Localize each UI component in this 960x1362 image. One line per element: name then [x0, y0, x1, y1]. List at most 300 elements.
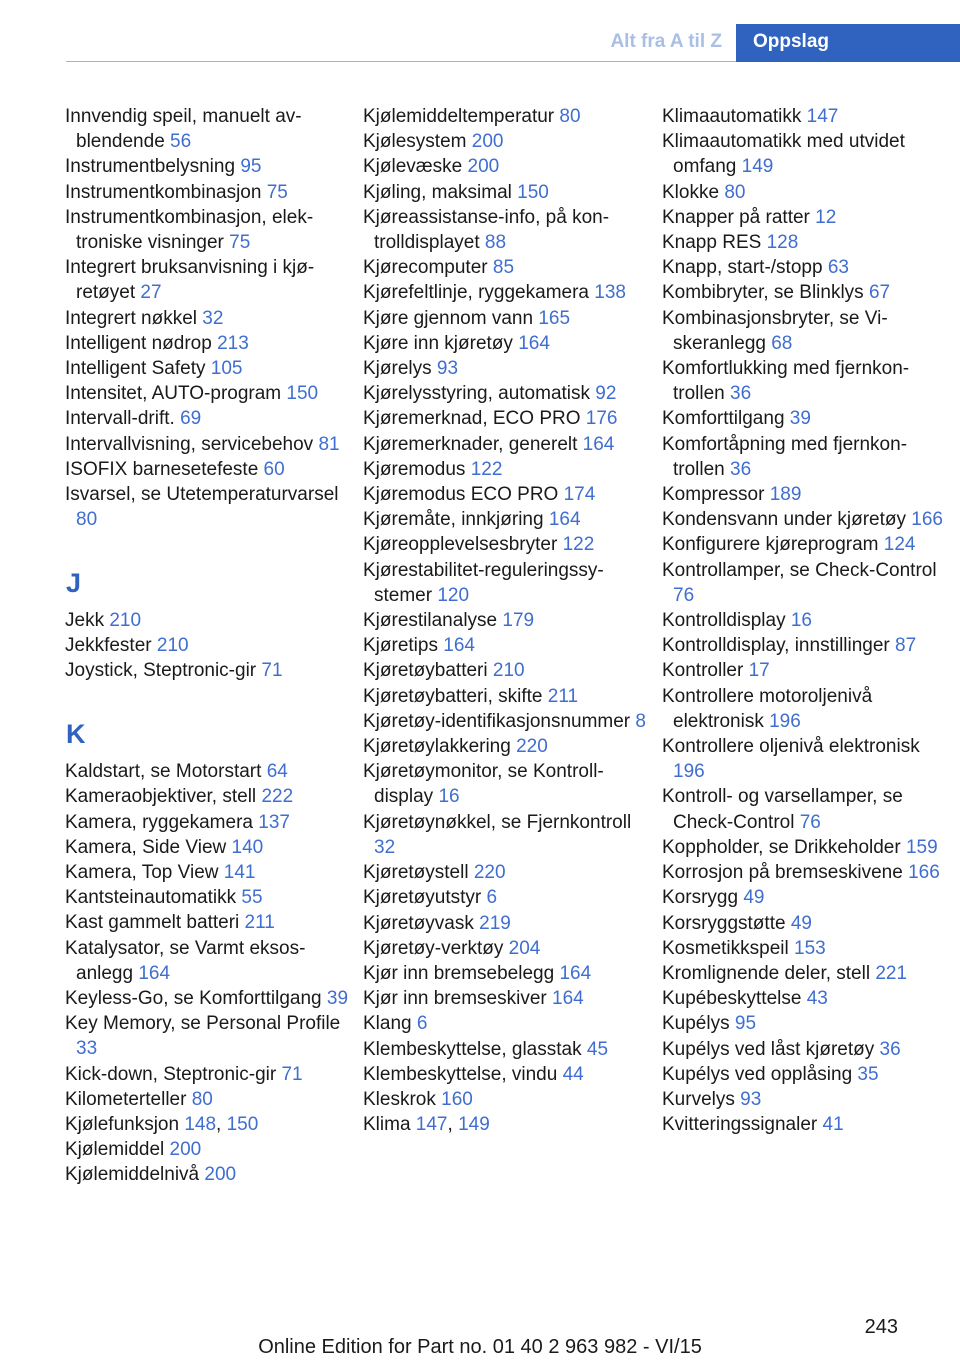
index-entry	[65, 1162, 355, 1187]
index-entry	[662, 835, 952, 860]
index-term: Kjøremerknader, generelt	[363, 433, 578, 455]
index-entry	[662, 558, 952, 608]
page-reference-link[interactable]: 80	[724, 181, 746, 203]
index-term: Klimaautomatikk med utvidet omfang	[662, 131, 905, 178]
page-reference-link[interactable]: 75	[229, 232, 251, 254]
page-reference-link[interactable]: 75	[266, 181, 288, 203]
page-reference-link[interactable]: 69	[180, 408, 202, 430]
index-term: Kjølemiddel	[65, 1139, 165, 1161]
index-entry	[65, 759, 355, 784]
index-entry	[363, 104, 653, 129]
index-entry	[662, 684, 952, 734]
index-entry	[65, 104, 355, 154]
index-entry	[363, 911, 653, 936]
index-entry	[662, 482, 952, 507]
page-reference-link[interactable]: 68	[771, 332, 793, 354]
index-entry	[363, 432, 653, 457]
page-reference-link[interactable]: 220	[516, 736, 548, 758]
page-reference-link[interactable]: 141	[223, 862, 256, 884]
index-term: Korrosjon på bremseskivene	[662, 862, 903, 884]
index-entry	[65, 860, 355, 885]
index-term: Klokke	[662, 181, 720, 203]
index-entry	[662, 280, 952, 305]
index-entry	[662, 633, 952, 658]
page-reference-link[interactable]: 147	[415, 1114, 448, 1136]
page-reference-link[interactable]: 71	[281, 1063, 303, 1085]
index-term: Kjøretøystell	[363, 862, 469, 884]
page-reference-link[interactable]: 164	[559, 962, 592, 984]
index-term: ISOFIX barnesetefeste	[65, 458, 259, 480]
index-term: Klimaautomatikk	[662, 106, 802, 127]
index-term: Kontrollamper, se Check-Control	[662, 559, 937, 581]
page-reference-link[interactable]: 81	[318, 433, 340, 455]
page-reference-link[interactable]: 63	[827, 257, 849, 279]
index-term: Kjøre inn kjøretøy	[363, 332, 513, 354]
page-reference-link[interactable]: 55	[241, 887, 263, 909]
page-reference-link[interactable]: 210	[156, 635, 189, 657]
index-term: Innvendig speil, manuelt avblendende	[65, 106, 302, 153]
index-entry	[363, 1037, 653, 1062]
page-reference-link[interactable]: 159	[905, 836, 938, 858]
page-reference-link[interactable]: 200	[169, 1139, 202, 1161]
page-reference-link[interactable]: 196	[673, 761, 705, 783]
index-term: Intensitet, AUTO-program	[65, 383, 282, 405]
index-entry	[363, 684, 653, 709]
index-term: Kjøremerknad, ECO PRO	[363, 408, 581, 430]
page-reference-link[interactable]: 196	[769, 710, 801, 732]
index-entry	[363, 280, 653, 305]
index-term: Koppholder, se Drikkeholder	[662, 836, 901, 858]
index-entry	[65, 810, 355, 835]
index-entry	[363, 381, 653, 406]
index-term: Instrumentkombinasjon	[65, 181, 262, 203]
page-reference-link[interactable]: 88	[484, 232, 507, 254]
index-entry	[363, 331, 653, 356]
index-entry	[363, 759, 653, 809]
index-entry	[363, 532, 653, 557]
page-header	[0, 24, 960, 62]
index-term: Kjøretøynøkkel, se Fjernkontroll	[363, 811, 632, 833]
page-reference-link[interactable]: 164	[518, 332, 550, 354]
page-reference-link[interactable]: 41	[822, 1114, 844, 1136]
index-term: Kjørelys	[363, 358, 432, 380]
page-reference-link[interactable]: 45	[586, 1038, 609, 1060]
index-term: Korsrygg	[662, 887, 739, 909]
index-entry	[363, 961, 653, 986]
page-reference-link[interactable]: 49	[743, 887, 765, 909]
index-entry	[363, 709, 653, 734]
index-entry	[65, 432, 355, 457]
index-term: Kamera, ryggekamera	[65, 811, 253, 833]
page-reference-link[interactable]: 120	[437, 584, 470, 606]
index-term: Komforttilgang	[662, 408, 785, 430]
index-term: Keyless-Go, se Komforttilgang	[65, 988, 322, 1010]
index-term: Kjøretøyvask	[363, 912, 474, 934]
page-reference-link[interactable]: 153	[794, 937, 826, 959]
index-entry	[363, 1011, 653, 1036]
index-entry	[65, 205, 355, 255]
page-reference-link[interactable]: 95	[240, 156, 262, 178]
page-reference-link[interactable]: 44	[562, 1063, 584, 1085]
index-term: Kamera, Side View	[65, 836, 227, 858]
index-term: Kjølevæske	[363, 156, 463, 178]
index-entry	[65, 406, 355, 431]
page-reference-link[interactable]: 56	[170, 131, 192, 153]
index-entry	[65, 381, 355, 406]
index-entry	[65, 1087, 355, 1112]
index-entry	[363, 507, 653, 532]
index-term: Kjøretøy-verktøy	[363, 937, 504, 959]
page-reference-link[interactable]: 165	[538, 307, 571, 329]
index-entry	[65, 885, 355, 910]
index-term: Kjølemiddeltemperatur	[363, 106, 555, 127]
index-term: Kromlignende deler, stell	[662, 962, 871, 984]
index-term: Kameraobjektiver, stell	[65, 786, 257, 808]
page-reference-link[interactable]: 33	[76, 1038, 98, 1060]
index-term: Kjøling, maksimal	[363, 181, 512, 203]
page-reference-link[interactable]: 137	[258, 811, 290, 833]
index-entry	[65, 180, 355, 205]
page-reference-link[interactable]: 164	[138, 962, 171, 984]
index-term: Kantsteinautomatikk	[65, 887, 237, 909]
index-term: Kast gammelt batteri	[65, 912, 240, 934]
index-term: Knapp, start-/stopp	[662, 257, 823, 279]
page-reference-link[interactable]: 174	[563, 484, 596, 506]
index-term: Intervallvisning, servicebehov	[65, 433, 314, 455]
index-entry	[363, 810, 653, 860]
index-term: Integrert bruksanvisning i kjøretøyet	[65, 257, 315, 304]
index-entry	[662, 608, 952, 633]
page-reference-link[interactable]: 76	[673, 584, 695, 606]
index-term: Kjøretøybatteri, skifte	[363, 685, 543, 707]
index-entry	[662, 658, 952, 683]
index-term: Klembeskyttelse, vindu	[363, 1063, 558, 1085]
index-entry	[662, 1062, 952, 1087]
index-term: Kupélys ved opplåsing	[662, 1063, 853, 1085]
index-entry	[65, 331, 355, 356]
page-reference-link[interactable]: 148	[184, 1114, 217, 1136]
index-term: Kjølemiddelnivå	[65, 1164, 200, 1186]
index-entry	[65, 658, 355, 683]
index-term: Kjølesystem	[363, 131, 467, 153]
index-entry	[662, 255, 952, 280]
index-term: Kombinasjonsbryter, se Viskeranlegg	[662, 307, 888, 354]
page-reference-link[interactable]: 93	[436, 358, 459, 380]
page-reference-link[interactable]: 179	[502, 610, 535, 632]
index-entry	[65, 482, 355, 532]
index-entry	[662, 230, 952, 255]
index-entry	[363, 860, 653, 885]
page-reference-link[interactable]: 39	[789, 408, 811, 430]
page-reference-link[interactable]: 164	[443, 635, 475, 657]
page-reference-link[interactable]: 122	[562, 534, 595, 556]
page-reference-link[interactable]: 85	[492, 257, 515, 279]
index-term: Key Memory, se Personal Profile	[65, 1013, 341, 1035]
index-term: Kamera, Top View	[65, 862, 219, 884]
index-term: Kjølefunksjon	[65, 1114, 180, 1136]
index-entry	[363, 306, 653, 331]
index-letter-heading: K	[66, 718, 86, 749]
page-reference-link[interactable]: 210	[109, 610, 142, 632]
index-entry	[363, 986, 653, 1011]
page-reference-link[interactable]: 204	[508, 937, 541, 959]
index-term: Kompressor	[662, 484, 765, 506]
index-entry	[363, 885, 653, 910]
index-entry	[662, 205, 952, 230]
page-reference-link[interactable]: 221	[875, 962, 908, 984]
page-reference-link[interactable]: 36	[730, 458, 752, 480]
index-entry	[65, 306, 355, 331]
index-term: Kick-down, Steptronic-gir	[65, 1063, 277, 1085]
index-term: Intelligent Safety	[65, 358, 206, 380]
page-reference-link[interactable]: 16	[438, 786, 460, 808]
index-term: Kjøre gjennom vann	[363, 307, 534, 329]
index-term: Kupélys	[662, 1013, 730, 1035]
index-term: Knapp RES	[662, 232, 762, 254]
page-reference-link[interactable]: 200	[467, 156, 500, 178]
index-term: Komfortåpning med fjernkontrollen	[662, 433, 908, 480]
index-entry	[662, 1011, 952, 1036]
page-reference-link[interactable]: 27	[140, 282, 162, 304]
page-reference-link[interactable]: 64	[266, 761, 288, 783]
index-entry	[662, 306, 952, 356]
index-term: Kontrollere motoroljenivå elektronisk	[662, 685, 873, 732]
index-term: Kjørestilanalyse	[363, 610, 498, 632]
index-term: Kontroller	[662, 660, 744, 682]
index-entry	[662, 180, 952, 205]
page-reference-link[interactable]: 147	[806, 106, 839, 127]
index-entry	[363, 129, 653, 154]
index-term: Isvarsel, se Utetemperaturvarsel	[65, 484, 339, 506]
index-entry	[65, 1062, 355, 1087]
index-term: Klembeskyttelse, glasstak	[363, 1038, 582, 1060]
page-reference-link[interactable]: 67	[868, 282, 891, 304]
index-entry	[363, 608, 653, 633]
index-entry	[662, 911, 952, 936]
index-entry	[363, 457, 653, 482]
index-entry	[363, 482, 653, 507]
page-reference-link[interactable]: 140	[231, 836, 264, 858]
index-term: Kontroll- og varsellamper, se Check-Control	[662, 786, 903, 833]
index-entry	[363, 406, 653, 431]
index-entry	[65, 356, 355, 381]
index-entry	[662, 356, 952, 406]
index-entry	[65, 154, 355, 179]
index-entry	[65, 936, 355, 986]
index-letter-heading: J	[66, 567, 82, 598]
index-entry	[363, 734, 653, 759]
page-reference-link[interactable]: 16	[790, 610, 812, 632]
index-entry	[65, 1011, 355, 1061]
page-reference-link[interactable]: 211	[244, 912, 275, 934]
index-term: Kjøremodus	[363, 458, 466, 480]
edition-footer: Online Edition for Part no. 01 40 2 963 982 - VI/15	[258, 1336, 702, 1358]
index-term: Kjørestabilitet-reguleringssystemer	[363, 559, 604, 606]
page-reference-link[interactable]: 76	[799, 811, 821, 833]
page-reference-link[interactable]: 80	[76, 509, 98, 531]
index-entry	[662, 860, 952, 885]
page-reference-link[interactable]: 164	[548, 509, 581, 531]
page-reference-link[interactable]: 6	[486, 887, 498, 909]
page-number: 243	[864, 1316, 898, 1338]
index-term: Kjøretøybatteri	[363, 660, 488, 682]
index-term: Jekkfester	[65, 635, 152, 657]
index-term: Kurvelys	[662, 1088, 735, 1110]
index-term: Kilometerteller	[65, 1088, 187, 1110]
page-reference-link[interactable]: 149	[458, 1114, 490, 1136]
index-entry	[662, 734, 952, 784]
index-term: Korsryggstøtte	[662, 912, 786, 934]
page-reference-link[interactable]: 150	[226, 1114, 259, 1136]
index-term: Kjøremåte, innkjøring	[363, 509, 544, 531]
index-entry	[662, 784, 952, 834]
page-reference-link[interactable]: 150	[517, 181, 549, 203]
index-term: Katalysator, se Varmt eksosanlegg	[65, 937, 306, 984]
index-entry	[65, 784, 355, 809]
page-reference-link[interactable]: 93	[740, 1088, 762, 1110]
page-reference-link[interactable]: 210	[492, 660, 525, 682]
index-entry	[65, 986, 355, 1011]
page-reference-link[interactable]: 220	[473, 862, 506, 884]
page-reference-link[interactable]: 160	[441, 1088, 473, 1110]
page-reference-link[interactable]: 128	[766, 232, 799, 254]
page-reference-link[interactable]: 200	[204, 1164, 237, 1186]
page-reference-link[interactable]: 213	[217, 332, 249, 354]
index-term: Kjørecomputer	[363, 257, 488, 279]
page-reference-link[interactable]: 122	[470, 458, 503, 480]
page-reference-link[interactable]: 189	[769, 484, 802, 506]
index-entry: Kjølefunksjon 148, 150	[65, 1114, 259, 1136]
header-section-title: Alt fra A til Z	[610, 31, 722, 52]
index-term: Kombibryter, se Blinklys	[662, 282, 864, 304]
page-reference-link[interactable]: 43	[806, 988, 828, 1010]
page-reference-link[interactable]: 211	[547, 685, 579, 707]
index-term: Instrumentbelysning	[65, 156, 236, 178]
index-entry	[363, 205, 653, 255]
page-reference-link[interactable]: 6	[416, 1013, 428, 1035]
index-term: Kontrollere oljenivå elektronisk	[662, 736, 920, 758]
page-reference-link[interactable]: 222	[261, 786, 294, 808]
index-entry	[662, 406, 952, 431]
index-term: Klima	[363, 1114, 411, 1136]
index-entry	[662, 532, 952, 557]
page-reference-link[interactable]: 92	[595, 383, 617, 405]
index-column-2	[363, 104, 653, 1137]
index-term: Kosmetikkspeil	[662, 937, 789, 959]
index-entry	[65, 457, 355, 482]
index-term: Kaldstart, se Motorstart	[65, 761, 262, 783]
index-entry	[662, 129, 952, 179]
page-reference-link[interactable]: 166	[911, 509, 943, 531]
index-term: Kvitteringssignaler	[662, 1114, 818, 1136]
index-term: Kondensvann under kjøretøy	[662, 509, 906, 531]
page-reference-link[interactable]: 166	[908, 862, 940, 884]
page-reference-link[interactable]: 176	[585, 408, 618, 430]
page-reference-link[interactable]: 219	[479, 912, 511, 934]
index-term: Kjøretøyutstyr	[363, 887, 482, 909]
index-entry	[363, 154, 653, 179]
index-term: Kjørefeltlinje, ryggekamera	[363, 282, 589, 304]
index-term: Kupébeskyttelse	[662, 988, 802, 1010]
page-reference-link[interactable]: 105	[210, 358, 243, 380]
page-reference-link[interactable]: 36	[879, 1038, 901, 1060]
header-tab	[736, 24, 960, 62]
index-term: Kjøretips	[363, 635, 438, 657]
index-entry	[662, 507, 952, 532]
page-reference-link[interactable]: 12	[815, 206, 837, 228]
index-entry: Klima 147, 149	[363, 1114, 490, 1136]
index-entry	[363, 1062, 653, 1087]
index-column-1	[65, 104, 355, 1188]
index-term: Kjøremodus ECO PRO	[363, 484, 559, 506]
page-reference-link[interactable]: 49	[790, 912, 812, 934]
page-reference-link[interactable]: 124	[883, 534, 916, 556]
index-term: Instrumentkombinasjon, elektroniske visninger	[65, 206, 314, 254]
page-reference-link[interactable]: 164	[582, 433, 615, 455]
page-reference-link[interactable]: 32	[202, 307, 224, 329]
page-reference-link[interactable]: 80	[191, 1088, 213, 1110]
page-reference-link[interactable]: 95	[734, 1013, 757, 1035]
page-reference-link[interactable]: 149	[741, 156, 774, 178]
page-reference-link[interactable]: 8	[635, 710, 646, 732]
index-term: Kjøreopplevelsesbryter	[363, 534, 558, 556]
index-term: Joystick, Steptronic-gir	[65, 660, 257, 682]
index-entry	[65, 608, 355, 633]
index-term: Intelligent nødrop	[65, 332, 212, 354]
page-reference-link[interactable]: 71	[261, 660, 283, 682]
index-entry	[65, 835, 355, 860]
page-reference-link[interactable]: 200	[471, 131, 504, 153]
index-term: Kontrolldisplay	[662, 610, 786, 632]
index-entry	[662, 961, 952, 986]
index-entry	[65, 633, 355, 658]
index-entry	[363, 1087, 653, 1112]
page-reference-link[interactable]: 32	[374, 836, 396, 858]
index-entry	[65, 910, 355, 935]
page-reference-link[interactable]: 138	[594, 282, 626, 304]
index-entry	[363, 936, 653, 961]
index-entry	[363, 180, 653, 205]
page-reference-link[interactable]: 36	[730, 383, 752, 405]
page-reference-link[interactable]: 60	[263, 458, 285, 480]
index-entry	[662, 885, 952, 910]
page-reference-link[interactable]: 35	[857, 1063, 879, 1085]
index-term: Kjøretøylakkering	[363, 736, 511, 758]
index-term: Knapper på ratter	[662, 206, 810, 228]
index-term: Klang	[363, 1013, 412, 1035]
index-entry	[363, 558, 653, 608]
index-entry	[662, 1112, 952, 1137]
index-term: Kontrolldisplay, innstillinger	[662, 635, 890, 657]
index-entry	[662, 104, 952, 129]
page-reference-link[interactable]: 87	[895, 635, 917, 657]
page-reference-link[interactable]: 39	[326, 988, 349, 1010]
index-term: Intervall-drift.	[65, 408, 175, 430]
index-entry	[363, 658, 653, 683]
page-reference-link[interactable]: 164	[552, 988, 584, 1010]
index-term: Komfortlukking med fjernkontrollen	[662, 358, 910, 405]
index-entry	[662, 432, 952, 482]
index-term: Kleskrok	[363, 1088, 436, 1110]
index-term: Kjøreassistanse-info, på kontrolldisplayet	[363, 206, 610, 254]
page-reference-link[interactable]: 17	[748, 660, 770, 682]
index-term: Konfigurere kjøreprogram	[662, 534, 879, 556]
index-entry	[363, 356, 653, 381]
page-reference-link[interactable]: 150	[286, 383, 319, 405]
page-reference-link[interactable]: 80	[559, 106, 581, 127]
index-term: Kupélys ved låst kjøretøy	[662, 1038, 875, 1060]
index-term: Kjøretøymonitor, se Kontrolldisplay	[363, 761, 604, 808]
